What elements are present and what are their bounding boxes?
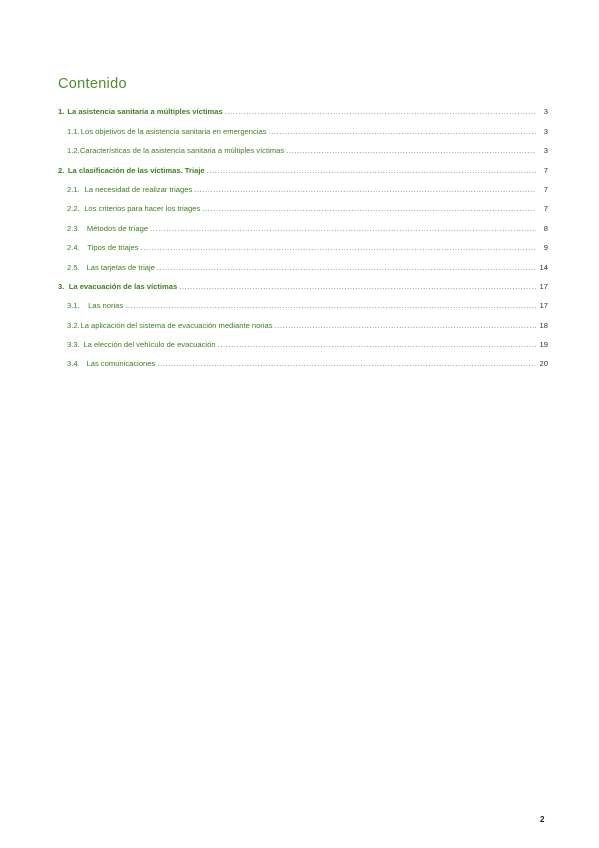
toc-entry-number: 3.2. [67,320,80,330]
toc-entry-text: La evacuación de las víctimas [68,281,178,291]
toc-entry-number: 1.1. [67,126,80,136]
toc-dot-leader [125,301,536,310]
table-of-contents [58,97,548,368]
toc-entry[interactable] [58,233,548,252]
toc-dot-leader [157,263,536,272]
toc-entry-number: 3.4. [67,359,80,369]
toc-dot-leader [218,340,536,349]
toc-entry-number: 1.2. [67,146,80,156]
toc-entry[interactable] [58,272,548,291]
toc-entry[interactable] [58,252,548,271]
toc-entry-text: La asistencia sanitaria a múltiples víctimas [67,107,223,117]
toc-entry-page: 17 [539,281,548,291]
toc-entry[interactable] [58,175,548,194]
toc-entry-text: Las norias [88,301,124,311]
toc-entry-text: Características de la asistencia sanitaria a múltiples víctimas [79,146,285,156]
toc-entry-text: Métodos de tríage [86,223,149,233]
toc-entry[interactable] [58,330,548,349]
toc-dot-leader [275,321,536,330]
toc-dot-leader [202,204,536,213]
toc-entry[interactable] [58,310,548,329]
toc-entry-page: 3 [543,107,548,117]
toc-dot-leader [269,127,536,136]
toc-entry-text: Los objetivos de la asistencia sanitaria en emergencias [80,126,267,136]
toc-entry-page: 3 [543,146,548,156]
toc-dot-leader [207,166,536,175]
toc-entry-number: 3.3. [67,340,80,350]
toc-dot-leader [150,224,536,233]
toc-entry-page: 7 [543,204,548,214]
toc-entry[interactable] [58,349,548,368]
toc-entry-page: 20 [539,359,548,369]
toc-dot-leader [194,185,536,194]
toc-entry-text: Las tarjetas de triaje [86,262,155,272]
toc-entry-text: La aplicación del sistema de evacuación mediante norias [80,320,273,330]
page-number: 2 [540,815,545,824]
toc-entry-number: 1. [58,107,65,117]
toc-entry-page: 8 [543,223,548,233]
toc-entry[interactable] [58,291,548,310]
toc-dot-leader [286,146,536,155]
toc-entry[interactable] [58,116,548,135]
toc-entry-page: 9 [543,243,548,253]
toc-title: Contenido [58,76,127,92]
toc-entry[interactable] [58,194,548,213]
toc-entry-text: Las comunicaciones [86,359,156,369]
toc-entry-text: Los criterios para hacer los triages [84,204,201,214]
toc-entry-number: 2.2. [67,204,80,214]
toc-dot-leader [179,282,536,291]
toc-entry[interactable] [58,213,548,232]
toc-entry-number: 3. [58,281,65,291]
toc-entry-page: 7 [543,184,548,194]
toc-entry-page: 7 [543,165,548,175]
toc-dot-leader [157,359,536,368]
toc-entry-text: Tipos de triajes [87,243,139,253]
toc-entry-number: 2.4. [67,243,80,253]
toc-entry-text: La necesidad de realizar triages [84,184,193,194]
toc-entry[interactable] [58,136,548,155]
toc-entry-text: La elección del vehículo de evacuación [83,340,216,350]
toc-entry-number: 2. [58,165,65,175]
toc-entry[interactable] [58,97,548,116]
toc-entry-number: 3.1. [67,301,80,311]
toc-entry-number: 2.5. [67,262,80,272]
toc-entry-number: 2.3. [67,223,80,233]
toc-dot-leader [225,107,536,116]
toc-entry-page: 17 [539,301,548,311]
toc-entry-page: 3 [543,126,548,136]
toc-entry-page: 14 [539,262,548,272]
toc-entry-number: 2.1. [67,184,80,194]
toc-entry-page: 18 [539,320,548,330]
toc-entry-page: 19 [539,340,548,350]
toc-dot-leader [141,243,536,252]
toc-entry-text: La clasificación de las víctimas. Triaje [67,165,205,175]
toc-entry[interactable] [58,155,548,174]
